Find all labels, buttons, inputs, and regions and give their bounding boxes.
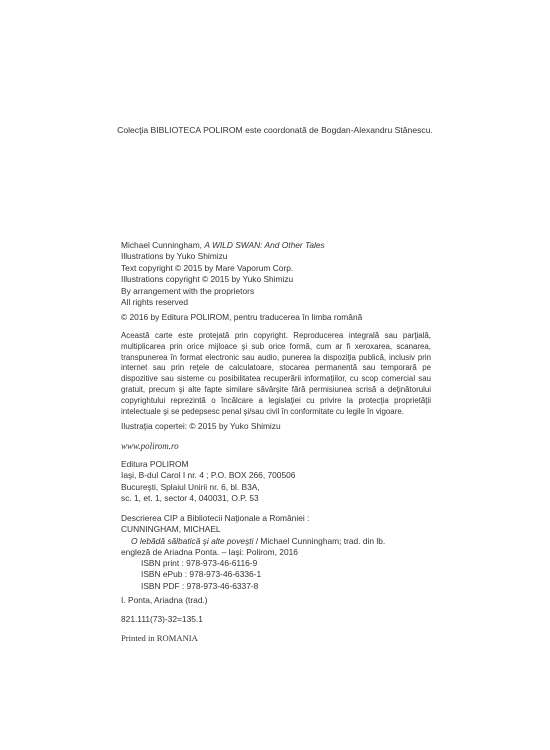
publisher-name: Editura POLIROM	[121, 459, 189, 469]
classification-entry	[121, 614, 431, 625]
translator-entry	[121, 595, 431, 606]
cip-title-line	[121, 536, 431, 547]
author-title-line	[121, 240, 431, 251]
illustrator-line: Illustrations by Yuko Shimizu	[121, 251, 228, 262]
publisher-address-sector: sc. 1, et. 1, sector 4, 040031, O.P. 53	[121, 493, 259, 504]
arrangement-line: By arrangement with the proprietors	[121, 285, 255, 296]
original-credits	[121, 240, 431, 308]
classification-code: 821.111(73)-32=135.1	[121, 614, 203, 624]
text-copyright-line: Text copyright © 2015 by Mare Vaporum Corp.	[121, 262, 294, 273]
author-name: Michael Cunningham,	[121, 240, 205, 250]
cover-credit	[121, 421, 431, 432]
cip-title-rest: / Michael Cunningham; trad. din lb.	[253, 535, 386, 546]
isbn-pdf: ISBN PDF : 978-973-46-6337-8	[141, 580, 259, 591]
cip-author-heading: CUNNINGHAM, MICHAEL	[121, 524, 221, 535]
cip-description	[121, 513, 431, 559]
isbn-list	[121, 558, 431, 592]
cip-title-line-2: engleză de Ariadna Ponta. – Iaşi: Polirom, 2016	[121, 547, 298, 558]
publisher-address-iasi: Iaşi, B-dul Carol I nr. 4 ; P.O. BOX 266, 700506	[121, 470, 296, 481]
original-title: A WILD SWAN: And Other Tales	[204, 240, 325, 250]
printed-in-line: Printed in ROMANIA	[121, 633, 198, 643]
romanian-rights-line: © 2016 by Editura POLIROM, pentru traducerea în limba română	[121, 312, 363, 322]
cover-illustration-line: Ilustraţia copertei: © 2015 by Yuko Shimizu	[121, 421, 281, 431]
romanian-rights	[121, 312, 431, 323]
illustrations-copyright-line: Illustrations copyright © 2015 by Yuko Shimizu	[121, 274, 294, 285]
series-coordination-line: Colecţia BIBLIOTECA POLIROM este coordonată de Bogdan-Alexandru Stănescu.	[117, 125, 433, 135]
legal-notice	[121, 331, 431, 417]
isbn-epub: ISBN ePub : 978-973-46-6336-1	[141, 569, 262, 580]
website	[121, 441, 431, 452]
isbn-print: ISBN print : 978-973-46-6116-9	[141, 558, 258, 568]
printed-in	[121, 633, 431, 644]
legal-notice-text: Această carte este protejată prin copyright. Reproducerea integrală sau parţială, multiplicarea prin orice mijloace şi sub orice formă, cum ar fi xeroxarea, scanarea, transpunerea în format electronic sau audio, punerea la dispoziţia publică, inclusiv prin internet sau prin reţele de calculatoare, stocarea permanentă sau temporară pe dispozitive sau sisteme cu posibilitatea recuperării informaţiilor, cu scop comercial sau gratuit, precum şi alte fapte similare săvârşite fără permisiunea scrisă a deţinătorului copyrightului reprezintă o încălcare a legislaţiei cu privire la protecţia proprietăţii intelectuale şi se pedepsesc penal şi/sau civil în conformitate cu legile în vigoare.	[121, 331, 431, 416]
publisher-info	[121, 459, 431, 505]
all-rights-line: All rights reserved	[121, 297, 189, 308]
cip-title-italic: O lebădă sălbatică şi alte poveşti	[131, 535, 254, 546]
publisher-address-bucuresti: Bucureşti, Splaiul Unirii nr. 6, bl. B3A,	[121, 481, 260, 492]
cip-header: Descrierea CIP a Bibliotecii Naţionale a României :	[121, 513, 310, 523]
translator-line: I. Ponta, Ariadna (trad.)	[121, 595, 208, 605]
website-link: www.polirom.ro	[121, 441, 179, 451]
